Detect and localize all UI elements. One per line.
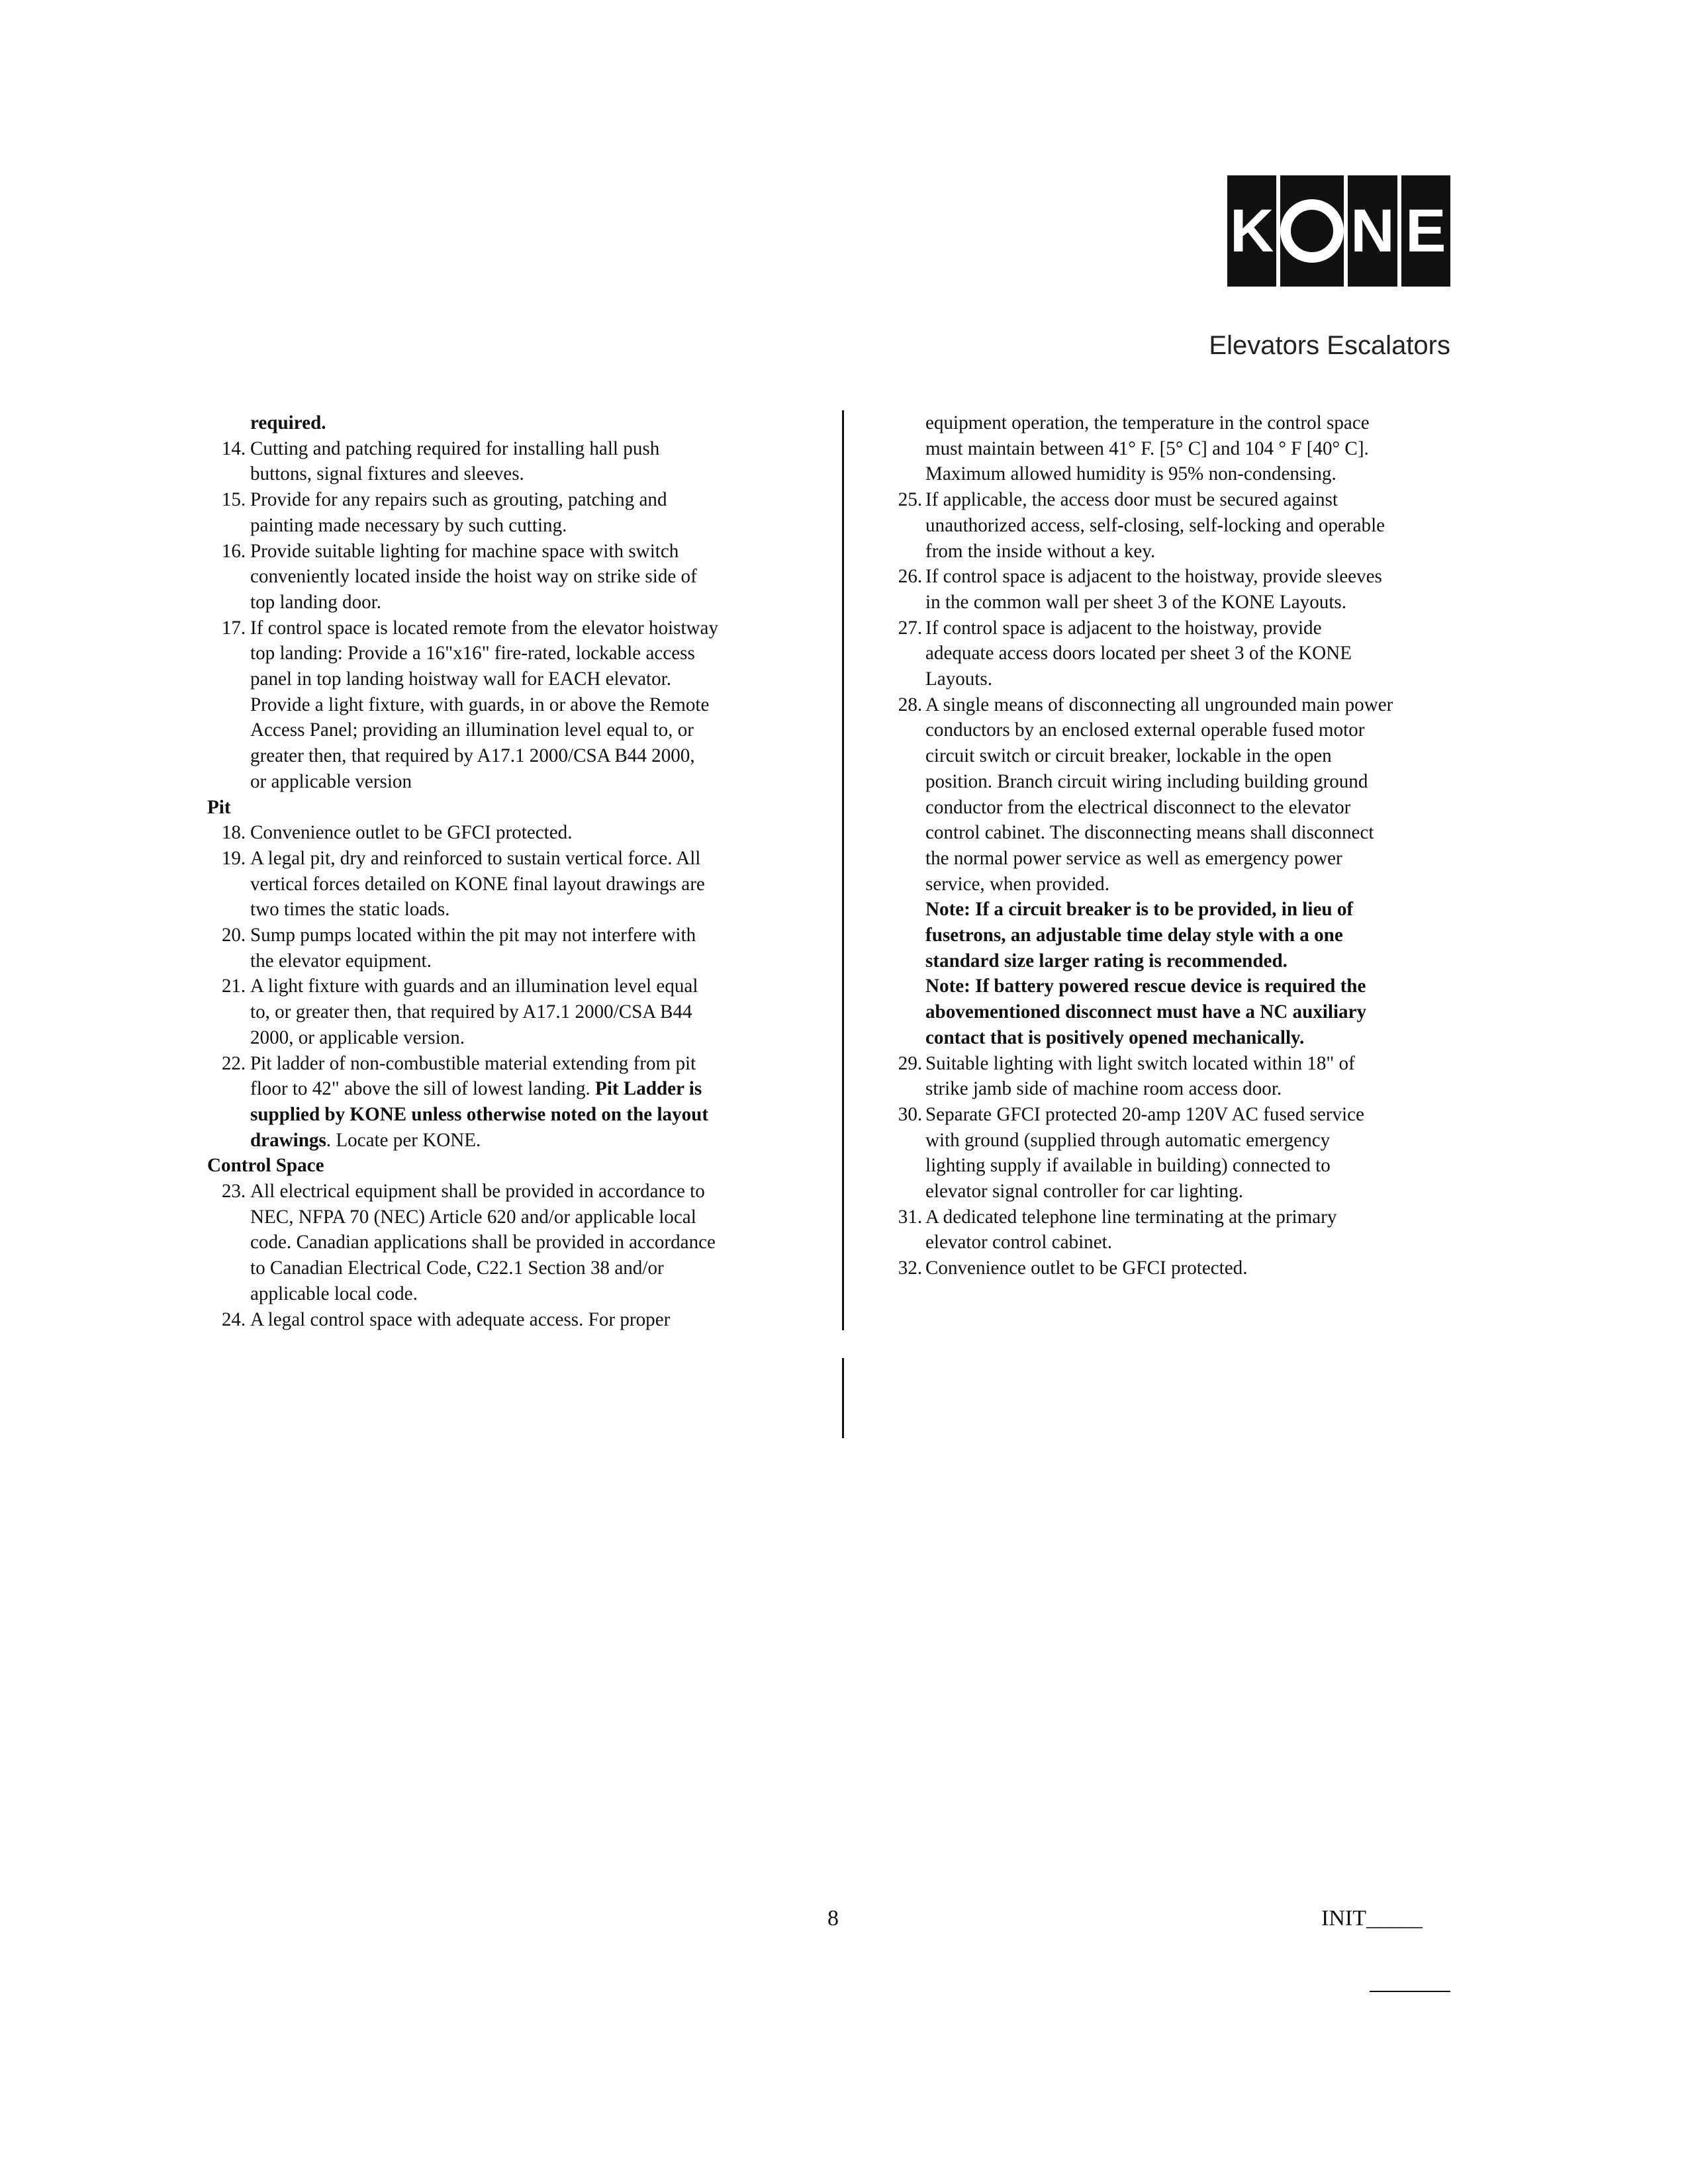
item-number: 29. [898,1052,923,1074]
text: the normal power service as well as emergency power [925,846,1342,869]
item-number: 18. [221,821,246,844]
text: Suitable lighting with light switch located within 18" of [925,1052,1355,1074]
init-underline [1370,1991,1450,1992]
text: If control space is located remote from the elevator hoistway [250,616,719,639]
text: applicable local code. [250,1282,418,1304]
text: Maximum allowed humidity is 95% non-condensing. [925,463,1336,485]
item-number: 28. [898,693,923,715]
list-item-line [250,1255,664,1281]
list-item-line [925,1076,1282,1101]
logo-o-ring [1280,199,1344,263]
list-item-start [898,1205,1337,1230]
text: two times the static loads. [250,898,450,921]
list-item-start [898,615,1322,641]
list-item-line [250,872,705,897]
list-item-line [925,461,1336,486]
bold-text: Pit [207,796,231,818]
text: Separate GFCI protected 20-amp 120V AC fused service [925,1103,1364,1125]
list-item-line [925,820,1374,845]
text: code. Canadian applications shall be provided in accordance [250,1231,716,1253]
item-number: 26. [898,565,923,588]
text: Sump pumps located within the pit may not interfere with [250,924,696,946]
text: painting made necessary by such cutting. [250,514,567,536]
list-item-line [925,846,1342,871]
text: If applicable, the access door must be secured against [925,488,1338,511]
text: with ground (supplied through automatic emergency [925,1128,1331,1151]
text: A light fixture with guards and an illumination level equal [250,975,698,997]
logo-letter-n: N [1348,175,1397,287]
text: equipment operation, the temperature in the control space [925,412,1370,433]
list-item-line [250,666,671,692]
text: in the common wall per sheet 3 of the KONE Layouts. [925,590,1347,613]
text: circuit switch or circuit breaker, lockable in the open [925,745,1332,767]
bold-text: supplied by KONE unless otherwise noted on the layout [250,1103,709,1125]
bold-text: Note: If battery powered rescue device is required the [925,975,1366,997]
column-divider [842,410,844,1330]
list-item-start [221,974,698,999]
text: top landing door. [250,590,382,613]
list-item-line [250,999,692,1024]
list-item-line [925,1179,1243,1204]
text: Access Panel; providing an illumination level equal to, or [250,719,694,741]
item-number: 17. [221,616,246,639]
text: Convenience outlet to be GFCI protected. [250,821,573,844]
text: If control space is adjacent to the hoistway, provide sleeves [925,565,1382,588]
text: Provide a light fixture, with guards, in or above the Remote [250,693,710,715]
text: conductors by an enclosed external operable fused motor [925,719,1365,741]
list-item-line [250,692,709,717]
text: from the inside without a key. [925,539,1156,562]
text: 2000, or applicable version. [250,1026,465,1048]
bold-text: abovementioned disconnect must have a NC auxiliary [925,1001,1367,1023]
text: adequate access doors located per sheet 3 of the KONE [925,642,1352,664]
text: or applicable version [250,770,412,792]
text: top landing: Provide a 16"x16" fire-rated, lockable access [250,642,695,664]
item-number: 23. [221,1180,246,1202]
text: . Locate per KONE. [326,1128,481,1151]
bold-text: standard size larger rating is recommended. [925,949,1288,972]
text: buttons, signal fixtures and sleeves. [250,463,524,485]
text: strike jamb side of machine room access door. [925,1077,1282,1100]
list-item-line [925,948,1288,974]
list-item-line [925,436,1369,461]
text: to, or greater then, that required by A17.1 2000/CSA B44 [250,1001,692,1023]
tagline: Elevators Escalators [1209,331,1450,360]
text: NEC, NFPA 70 (NEC) Article 620 and/or applicable local [250,1205,696,1228]
item-number: 21. [221,975,246,997]
list-item-line [925,872,1109,897]
list-item-line [925,974,1366,999]
list-item-start [221,615,719,641]
item-number: 31. [898,1205,923,1228]
list-item-start [898,487,1338,512]
list-item-line [250,1076,702,1101]
list-item-line [250,1128,481,1153]
text: control cabinet. The disconnecting means shall disconnect [925,821,1374,844]
text: floor to 42" above the sill of lowest landing. [250,1077,596,1100]
text: panel in top landing hoistway wall for EACH elevator. [250,668,672,690]
text: A single means of disconnecting all ungrounded main power [925,693,1393,715]
logo-letter-k: K [1227,175,1276,287]
list-item-line [925,539,1155,564]
text: Layouts. [925,668,993,690]
list-item-start [898,1051,1355,1076]
text: A legal pit, dry and reinforced to sustain vertical force. All [250,846,701,869]
column-divider-lower [842,1358,844,1438]
list-item-line [250,1205,696,1230]
list-item-line [250,743,695,768]
text: If control space is adjacent to the hoistway, provide [925,616,1322,639]
list-item-start [898,1102,1364,1127]
list-item-line [925,743,1332,768]
item-number: 32. [898,1257,923,1279]
bold-text: Control Space [207,1154,324,1177]
list-item-start [221,820,573,845]
list-item-line [250,769,412,794]
list-item-start [221,846,701,871]
list-item-line [250,1281,418,1306]
text: conveniently located inside the hoist way on strike side of [250,565,697,588]
text: elevator control cabinet. [925,1231,1112,1253]
list-item-start [221,436,660,461]
kone-logo [1227,175,1450,287]
list-item-start [221,1179,705,1204]
list-item-line [250,1102,708,1127]
page-number: 8 [827,1906,839,1931]
text: the elevator equipment. [250,949,432,972]
item-number: 14. [221,437,246,459]
bold-text: required. [250,412,326,433]
list-item-line [250,717,694,743]
text: Convenience outlet to be GFCI protected. [925,1257,1248,1279]
text: A legal control space with adequate access. For proper [250,1308,671,1330]
list-item-line [250,1025,465,1050]
text: service, when provided. [925,872,1109,895]
text: conductor from the electrical disconnect to the elevator [925,796,1351,818]
item-number: 27. [898,616,923,639]
text: must maintain between 41° F. [5° C] and 104 ° F [40° C]. [925,437,1369,459]
item-number: 19. [221,846,246,869]
list-item-start [221,487,667,512]
list-item-start [898,692,1393,717]
list-item-line [925,410,1370,435]
list-item-line [250,410,326,435]
bold-text: fusetrons, an adjustable time delay style with a one [925,924,1343,946]
list-item-line [250,641,695,666]
item-number: 24. [221,1308,246,1330]
section-heading [207,795,231,820]
logo-letter-o [1280,175,1344,287]
list-item-start [898,564,1382,589]
text: Provide for any repairs such as grouting, patching and [250,488,667,511]
list-item-start [221,1051,696,1076]
item-number: 25. [898,488,923,511]
list-item-line [925,666,992,692]
logo-letter-e: E [1401,175,1450,287]
item-number: 20. [221,924,246,946]
item-number: 22. [221,1052,246,1074]
section-heading [207,1153,324,1178]
text: Provide suitable lighting for machine space with switch [250,539,679,562]
list-item-line [925,1153,1331,1178]
list-item-line [925,923,1343,948]
text: A dedicated telephone line terminating at the primary [925,1205,1337,1228]
list-item-line [925,513,1385,538]
list-item-line [250,461,524,486]
bold-text: contact that is positively opened mechanically. [925,1026,1305,1048]
list-item-line [925,1025,1304,1050]
text: vertical forces detailed on KONE final layout drawings are [250,872,705,895]
list-item-start [898,1255,1248,1281]
text: elevator signal controller for car lighting. [925,1180,1243,1202]
list-item-line [925,897,1353,922]
text: to Canadian Electrical Code, C22.1 Section 38 and/or [250,1257,664,1279]
list-item-line [925,795,1350,820]
list-item-line [250,897,449,922]
text: Pit ladder of non-combustible material extending from pit [250,1052,696,1074]
list-item-line [925,590,1346,615]
list-item-line [250,1230,716,1255]
item-number: 30. [898,1103,923,1125]
list-item-line [250,590,381,615]
item-number: 16. [221,539,246,562]
item-number: 15. [221,488,246,511]
init-label: INIT_____ [1321,1906,1423,1931]
list-item-line [250,948,432,974]
bold-text: drawings [250,1128,326,1151]
list-item-line [925,769,1368,794]
bold-text: Note: If a circuit breaker is to be provided, in lieu of [925,898,1354,921]
text: lighting supply if available in building) connected to [925,1154,1331,1177]
text: unauthorized access, self-closing, self-locking and operable [925,514,1385,536]
list-item-line [925,717,1364,743]
list-item-line [250,564,697,589]
list-item-line [925,1230,1112,1255]
list-item-start [221,1307,671,1332]
list-item-line [925,1128,1330,1153]
list-item-line [925,999,1366,1024]
text: Cutting and patching required for installing hall push [250,437,660,459]
bold-text: Pit Ladder is [595,1077,702,1100]
text: All electrical equipment shall be provided in accordance to [250,1180,705,1202]
list-item-line [250,513,567,538]
text: position. Branch circuit wiring including building ground [925,770,1368,792]
list-item-line [925,641,1352,666]
list-item-start [221,539,679,564]
list-item-start [221,923,696,948]
text: greater then, that required by A17.1 2000/CSA B44 2000, [250,745,695,767]
